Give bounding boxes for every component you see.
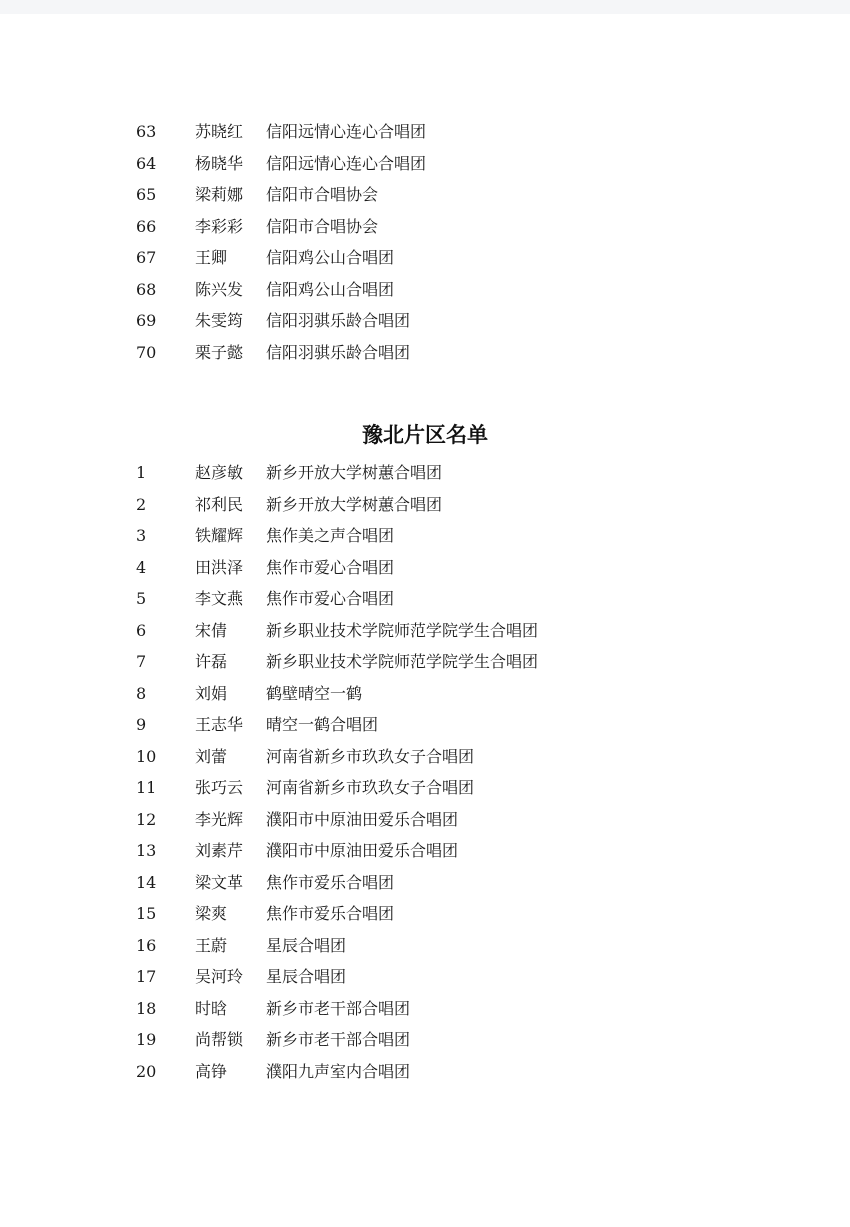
choir-name: 信阳远情心连心合唱团 <box>266 122 427 141</box>
member-name: 祁利民 <box>195 494 244 514</box>
member-name: 王蔚 <box>195 935 228 955</box>
item-number: 18 <box>136 998 157 1018</box>
list-item <box>0 904 850 936</box>
member-name: 时晗 <box>195 998 228 1018</box>
choir-name: 新乡开放大学树蕙合唱团 <box>266 494 443 514</box>
item-number: 9 <box>136 715 147 734</box>
list-item <box>0 343 850 375</box>
list-item <box>0 1030 850 1062</box>
choir-name: 焦作美之声合唱团 <box>266 526 395 545</box>
member-name: 尚帮锁 <box>195 1030 244 1049</box>
viewer-top-bar <box>0 0 850 14</box>
item-number: 63 <box>136 122 157 141</box>
item-number: 68 <box>136 279 157 299</box>
item-number: 12 <box>136 809 157 829</box>
list-item <box>0 154 850 186</box>
choir-name: 信阳羽骐乐龄合唱团 <box>266 311 411 330</box>
list-item <box>0 936 850 968</box>
member-name: 刘蕾 <box>195 746 228 766</box>
member-name: 高铮 <box>195 1061 228 1081</box>
list-item <box>0 589 850 621</box>
choir-name: 濮阳市中原油田爱乐合唱团 <box>266 841 459 860</box>
list-item <box>0 526 850 558</box>
item-number: 67 <box>136 248 157 267</box>
member-name: 宋倩 <box>195 620 228 640</box>
choir-name: 河南省新乡市玖玖女子合唱团 <box>266 746 475 766</box>
member-name: 赵彦敏 <box>195 463 244 482</box>
list-item <box>0 778 850 810</box>
choir-name: 信阳远情心连心合唱团 <box>266 153 427 173</box>
list-item <box>0 873 850 905</box>
item-number: 64 <box>136 153 157 173</box>
member-name: 王志华 <box>195 715 244 734</box>
list-item <box>0 999 850 1031</box>
list-item <box>0 810 850 842</box>
choir-name: 濮阳九声室内合唱团 <box>266 1061 411 1081</box>
list-item <box>0 652 850 684</box>
item-number: 19 <box>136 1030 157 1049</box>
item-number: 3 <box>136 526 147 545</box>
member-name: 梁爽 <box>195 904 228 923</box>
list-item <box>0 967 850 999</box>
member-name: 李彩彩 <box>195 216 244 236</box>
choir-name: 濮阳市中原油田爱乐合唱团 <box>266 809 459 829</box>
choir-name: 星辰合唱团 <box>266 935 347 955</box>
list-item <box>0 248 850 280</box>
choir-name: 信阳鸡公山合唱团 <box>266 248 395 267</box>
member-name: 李文燕 <box>195 589 244 608</box>
item-number: 16 <box>136 935 157 955</box>
list-item <box>0 747 850 779</box>
choir-name: 焦作市爱心合唱团 <box>266 589 395 608</box>
member-name: 梁文革 <box>195 872 244 892</box>
list-item <box>0 280 850 312</box>
list-item <box>0 684 850 716</box>
list-item <box>0 1062 850 1094</box>
list-item <box>0 621 850 653</box>
member-name: 田洪泽 <box>195 557 244 577</box>
member-name: 陈兴发 <box>195 279 244 299</box>
member-name: 朱雯筠 <box>195 311 244 330</box>
list-item <box>0 558 850 590</box>
choir-name: 焦作市爱心合唱团 <box>266 557 395 577</box>
item-number: 13 <box>136 841 157 860</box>
choir-name: 鹤壁晴空一鹤 <box>266 683 363 703</box>
item-number: 15 <box>136 904 157 923</box>
member-name: 许磊 <box>195 652 228 671</box>
member-name: 梁莉娜 <box>195 185 244 204</box>
item-number: 5 <box>136 589 147 608</box>
choir-name: 新乡职业技术学院师范学院学生合唱团 <box>266 620 539 640</box>
item-number: 6 <box>136 620 147 640</box>
list-item <box>0 217 850 249</box>
choir-name: 新乡市老干部合唱团 <box>266 998 411 1018</box>
member-name: 刘娟 <box>195 683 228 703</box>
section-title: 豫北片区名单 <box>362 423 488 447</box>
member-name: 铁耀辉 <box>195 526 244 545</box>
item-number: 69 <box>136 311 157 330</box>
item-number: 20 <box>136 1061 157 1081</box>
member-name: 杨晓华 <box>195 153 244 173</box>
choir-name: 晴空一鹤合唱团 <box>266 715 379 734</box>
item-number: 1 <box>136 463 147 482</box>
member-list-continued <box>0 122 850 374</box>
list-item <box>0 185 850 217</box>
list-item <box>0 311 850 343</box>
choir-name: 星辰合唱团 <box>266 967 347 986</box>
item-number: 66 <box>136 216 157 236</box>
choir-name: 新乡职业技术学院师范学院学生合唱团 <box>266 652 539 671</box>
list-item <box>0 841 850 873</box>
choir-name: 新乡市老干部合唱团 <box>266 1030 411 1049</box>
item-number: 65 <box>136 185 157 204</box>
item-number: 11 <box>136 778 157 797</box>
member-name: 刘素芹 <box>195 841 244 860</box>
list-item <box>0 495 850 527</box>
member-name: 张巧云 <box>195 778 244 797</box>
member-name: 吴河玲 <box>195 967 244 986</box>
choir-name: 信阳市合唱协会 <box>266 185 379 204</box>
choir-name: 焦作市爱乐合唱团 <box>266 872 395 892</box>
member-name: 王卿 <box>195 248 228 267</box>
item-number: 2 <box>136 494 147 514</box>
item-number: 4 <box>136 557 147 577</box>
list-item <box>0 715 850 747</box>
item-number: 10 <box>136 746 157 766</box>
choir-name: 信阳鸡公山合唱团 <box>266 279 395 299</box>
item-number: 7 <box>136 652 147 671</box>
member-name: 李光辉 <box>195 809 244 829</box>
list-item <box>0 122 850 154</box>
item-number: 8 <box>136 683 147 703</box>
choir-name: 信阳市合唱协会 <box>266 216 379 236</box>
choir-name: 信阳羽骐乐龄合唱团 <box>266 342 411 362</box>
choir-name: 河南省新乡市玖玖女子合唱团 <box>266 778 475 797</box>
member-list-yubei <box>0 463 850 1093</box>
choir-name: 焦作市爱乐合唱团 <box>266 904 395 923</box>
list-item <box>0 463 850 495</box>
item-number: 17 <box>136 967 157 986</box>
member-name: 苏晓红 <box>195 122 244 141</box>
choir-name: 新乡开放大学树蕙合唱团 <box>266 463 443 482</box>
member-name: 栗子懿 <box>195 342 244 362</box>
item-number: 70 <box>136 342 157 362</box>
item-number: 14 <box>136 872 157 892</box>
